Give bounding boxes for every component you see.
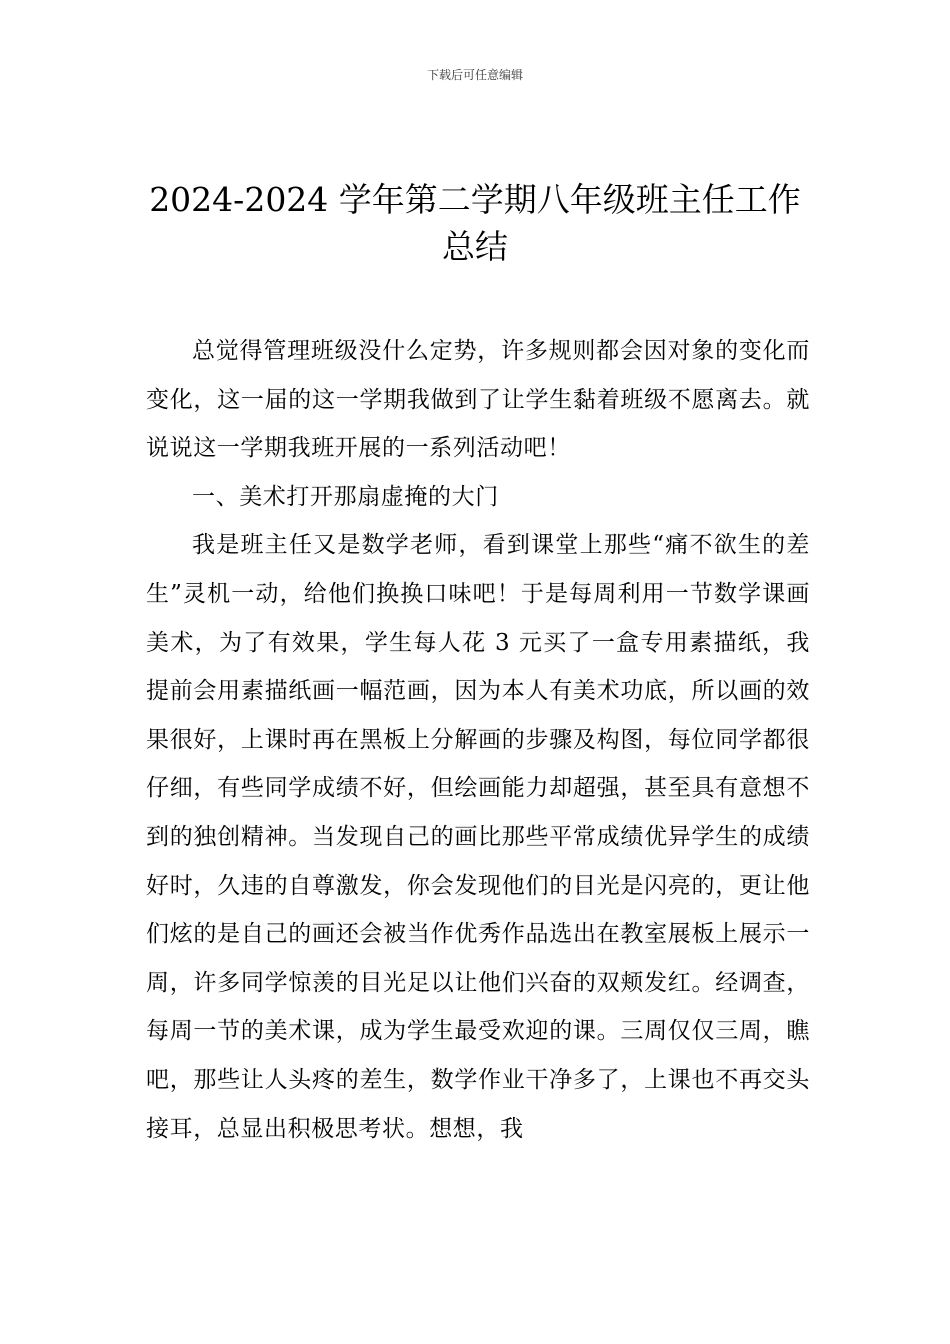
title-line-1: 2024-2024 学年第二学期八年级班主任工作 — [149, 180, 801, 219]
body-paragraph: 我是班主任又是数学老师，看到课堂上那些“痛不欲生的差生”灵机一动，给他们换换口味吧！于是每周利用一节数学课画美术，为了有效果，学生每人花 3 元买了一盒专用素描纸，我提前会用素描纸画一幅范画，因为本人有美术功底，所以画的效果很好，上课时再在黑板上分解画的步骤及构图，每位同学都很仔细，有些同学成绩不好，但绘画能力却超强，甚至具有意想不到的独创精神。当发现自己的画比那些平常成绩优异学生的成绩好时，久违的自尊激发，你会发现他们的目光是闪亮的，更让他们炫的是自己的画还会被当作优秀作品选出在教室展板上展示一周，许多同学惊羡的目光足以让他们兴奋的双颊发红。经调查，每周一节的美术课，成为学生最受欢迎的课。三周仅仅三周，瞧吧，那些让人头疼的差生，数学作业干净多了，上课也不再交头接耳，总显出积极思考状。想想，我 — [146, 532, 810, 1142]
section-heading: 一、美术打开那扇虚掩的大门 — [192, 483, 499, 510]
document-body — [146, 327, 810, 1153]
intro-paragraph: 总觉得管理班级没什么定势，许多规则都会因对象的变化而变化，这一届的这一学期我做到了让学生黏着班级不愿离去。就说说这一学期我班开展的一系列活动吧！ — [146, 338, 810, 462]
page-header: 下载后可任意编辑 — [426, 68, 523, 82]
document-title — [100, 176, 850, 270]
title-line-2: 总结 — [442, 227, 508, 266]
